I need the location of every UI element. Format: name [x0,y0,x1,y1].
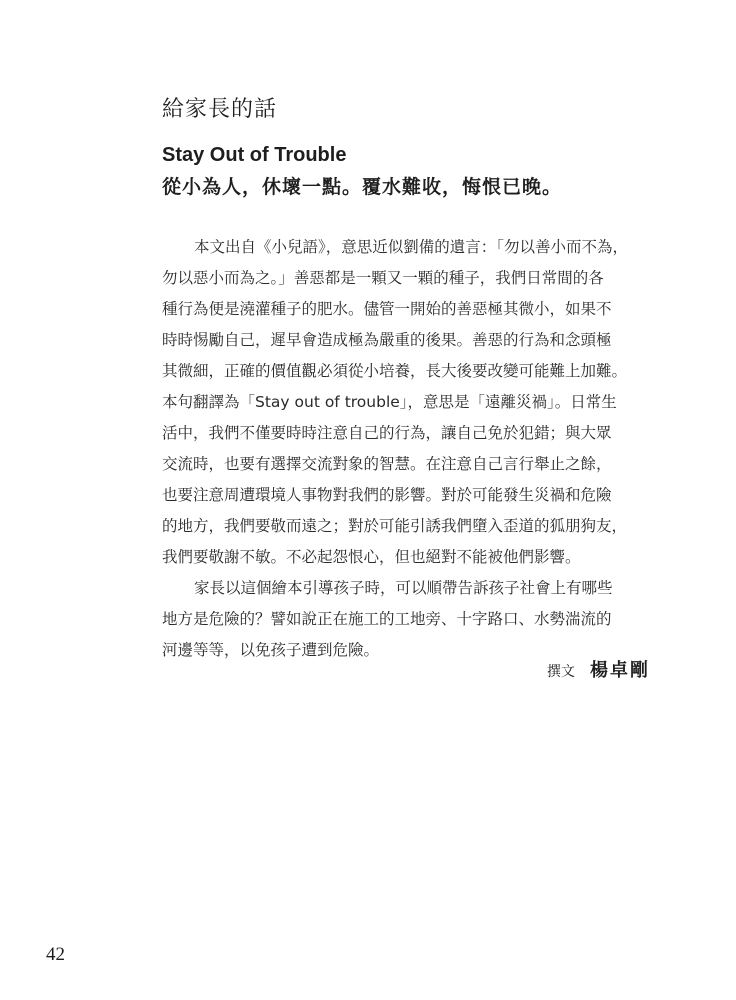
paragraph-1-line: 我們要敬謝不敏。不必起怨恨心，但也絕對不能被他們影響。 [162,548,581,566]
paragraph-1-line: 活中，我們不僅要時時注意自己的行為，讓自己免於犯錯；與大眾 [162,424,612,442]
paragraph-2-line: 家長以這個繪本引導孩子時，可以順帶告訴孩子社會上有哪些 [194,579,613,597]
author-name: 楊卓剛 [590,660,650,681]
chinese-title: 從小為人，休壞一點。覆水難收，悔恨已晚。 [162,176,563,198]
body-text [162,232,652,666]
paragraph-1-line: 其微細，正確的價值觀必須從小培養，長大後要改變可能難上加難。 [162,362,628,380]
section-title: 給家長的話 [162,97,278,122]
paragraph-1-line: 也要注意周遭環境人事物對我們的影響。對於可能發生災禍和危險 [162,486,612,504]
paragraph-2-line: 地方是危險的？譬如說正在施工的工地旁、十字路口、水勢湍流的 [162,610,612,628]
paragraph-1-line: 的地方，我們要敬而遠之；對於可能引誘我們墮入歪道的狐朋狗友， [162,517,628,535]
page-number: 42 [46,944,65,965]
paragraph-1-line: 時時惕勵自己，遲早會造成極為嚴重的後果。善惡的行為和念頭極 [162,331,612,349]
paragraph-1-line: 交流時，也要有選擇交流對象的智慧。在注意自己言行舉止之餘， [162,455,612,473]
paragraph-2-line: 河邊等等，以免孩子遭到危險。 [162,641,380,659]
byline-role: 撰文 [546,664,575,680]
english-title: Stay Out of Trouble [162,144,347,166]
paragraph-1-line: 本文出自《小兒語》，意思近似劉備的遺言：「勿以善小而不為， [194,238,629,256]
paragraph-1-line: 勿以惡小而為之。」善惡都是一顆又一顆的種子，我們日常間的各 [162,269,604,287]
paragraph-1-line: 種行為便是澆灌種子的肥水。儘管一開始的善惡極其微小，如果不 [162,300,612,318]
author-byline [547,656,650,682]
paragraph-1-line: 本句翻譯為「Stay out of trouble」，意思是「遠離災禍」。日常生 [162,393,617,411]
